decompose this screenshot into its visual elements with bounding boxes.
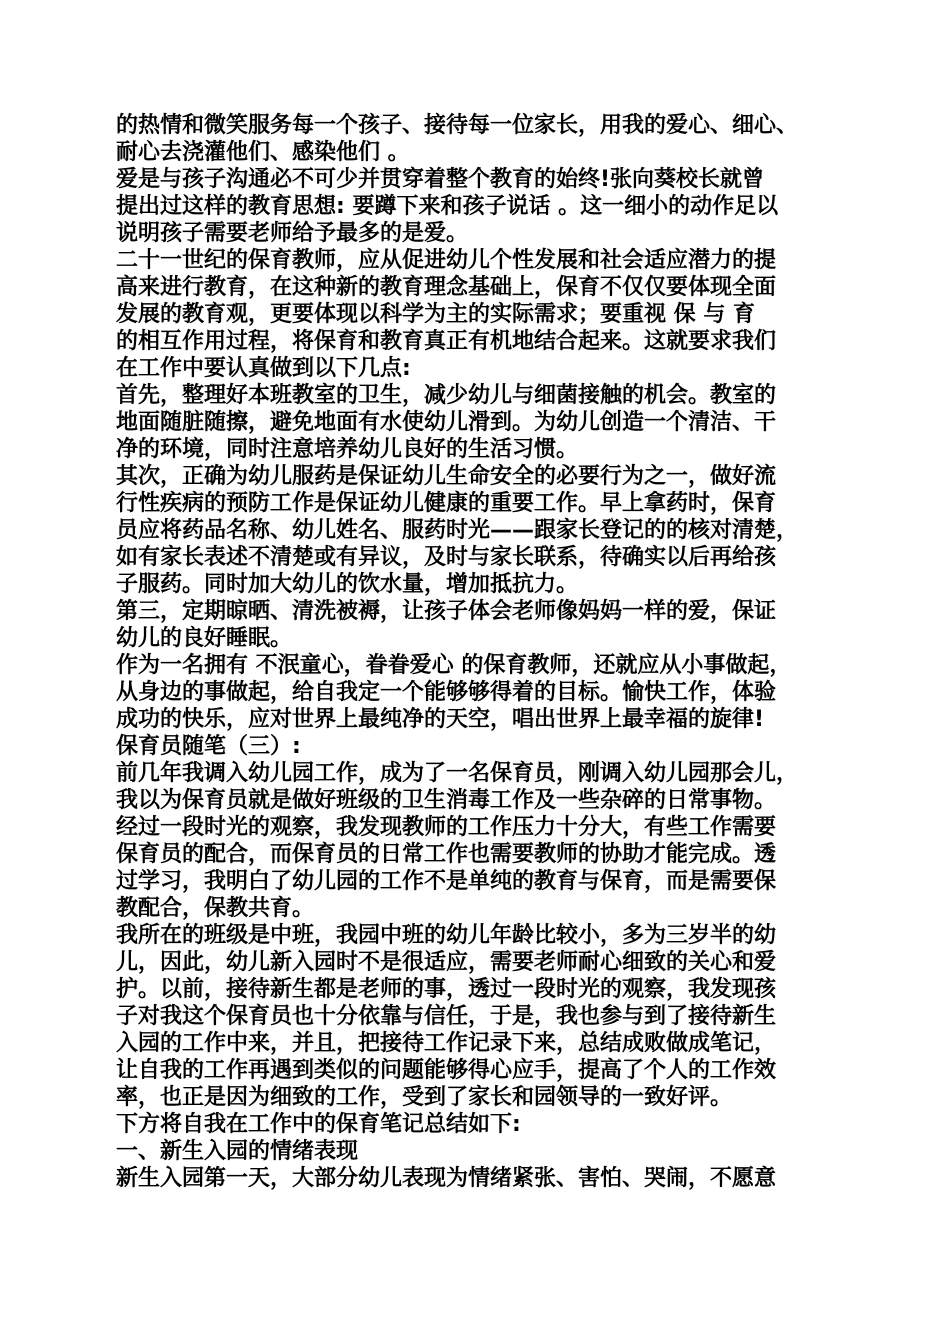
- text-line: 作为一名拥有 不泯童心，眷眷爱心 的保育教师，还就应从小事做起，: [116, 653, 792, 678]
- document-body: [116, 112, 838, 1192]
- text-line: 入园的工作中来，并且，把接待工作记录下来，总结成败做成笔记，: [116, 1031, 777, 1056]
- text-line: 行性疾病的预防工作是保证幼儿健康的重要工作。早上拿药时，保育: [116, 491, 777, 516]
- text-line: 新生入园第一天，大部分幼儿表现为情绪紧张、害怕、哭闹，不愿意: [116, 1166, 777, 1191]
- text-line: 子服药。同时加大幼儿的饮水量，增加抵抗力。: [116, 572, 579, 597]
- text-line: 的热情和微笑服务每一个孩子、接待每一位家长，用我的爱心、细心、: [116, 113, 799, 138]
- text-line: 第三，定期晾晒、清洗被褥，让孩子体会老师像妈妈一样的爱，保证: [116, 599, 777, 624]
- text-line: 发展的教育观，更要体现以科学为主的实际需求；要重视 保 与 育: [116, 302, 755, 327]
- section-heading: 一、新生入园的情绪表现: [116, 1139, 359, 1164]
- text-line: 提出过这样的教育思想: 要蹲下来和孩子说话 。这一细小的动作足以: [116, 194, 779, 219]
- text-line: 教配合，保教共育。: [116, 896, 315, 921]
- text-line: 率，也正是因为细致的工作，受到了家长和园领导的一致好评。: [116, 1085, 733, 1110]
- text-line: 从身边的事做起，给自我定一个能够够得着的目标。愉快工作，体验: [116, 680, 777, 705]
- text-line: 耐心去浇灌他们、感染他们 。: [116, 140, 410, 165]
- text-line: 成功的快乐，应对世界上最纯净的天空，唱出世界上最幸福的旋律!: [116, 707, 765, 732]
- text-line: 下方将自我在工作中的保育笔记总结如下:: [116, 1112, 521, 1137]
- text-line: 过学习，我明白了幼儿园的工作不是单纯的教育与保育，而是需要保: [116, 869, 777, 894]
- text-line: 我所在的班级是中班，我园中班的幼儿年龄比较小，多为三岁半的幼: [116, 923, 777, 948]
- text-line: 地面随脏随擦，避免地面有水使幼儿滑到。为幼儿创造一个清洁、干: [116, 410, 777, 435]
- text-line: 经过一段时光的观察，我发现教师的工作压力十分大，有些工作需要: [116, 815, 777, 840]
- text-line: 员应将药品名称、幼儿姓名、服药时光——跟家长登记的的核对清楚，: [116, 518, 799, 543]
- text-line: 首先，整理好本班教室的卫生，减少幼儿与细菌接触的机会。教室的: [116, 383, 777, 408]
- text-line: 说明孩子需要老师给予最多的是爱。: [116, 221, 469, 246]
- text-line: 在工作中要认真做到以下几点:: [116, 356, 411, 381]
- text-line: 高来进行教育，在这种新的教育理念基础上，保育不仅仅要体现全面: [116, 275, 777, 300]
- text-line: 前几年我调入幼儿园工作，成为了一名保育员，刚调入幼儿园那会儿，: [116, 761, 799, 786]
- text-line: 护。以前，接待新生都是老师的事，透过一段时光的观察，我发现孩: [116, 977, 777, 1002]
- text-line: 如有家长表述不清楚或有异议，及时与家长联系，待确实以后再给孩: [116, 545, 777, 570]
- text-line: 子对我这个保育员也十分依靠与信任，于是，我也参与到了接待新生: [116, 1004, 777, 1029]
- section-heading: 保育员随笔（三）:: [116, 734, 301, 759]
- text-line: 净的环境，同时注意培养幼儿良好的生活习惯。: [116, 437, 579, 462]
- text-line: 保育员的配合，而保育员的日常工作也需要教师的协助才能完成。透: [116, 842, 777, 867]
- text-line: 我以为保育员就是做好班级的卫生消毒工作及一些杂碎的日常事物。: [116, 788, 777, 813]
- text-line: 幼儿的良好睡眠。: [116, 626, 293, 651]
- text-line: 让自我的工作再遇到类似的问题能够得心应手，提高了个人的工作效: [116, 1058, 777, 1083]
- text-line: 儿，因此，幼儿新入园时不是很适应，需要老师耐心细致的关心和爱: [116, 950, 777, 975]
- text-line: 二十一世纪的保育教师，应从促进幼儿个性发展和社会适应潜力的提: [116, 248, 777, 273]
- text-line: 其次，正确为幼儿服药是保证幼儿生命安全的必要行为之一，做好流: [116, 464, 777, 489]
- text-line: 的相互作用过程，将保育和教育真正有机地结合起来。这就要求我们: [116, 329, 777, 354]
- text-line: 爱是与孩子沟通必不可少并贯穿着整个教育的始终!张向葵校长就曾: [116, 167, 765, 192]
